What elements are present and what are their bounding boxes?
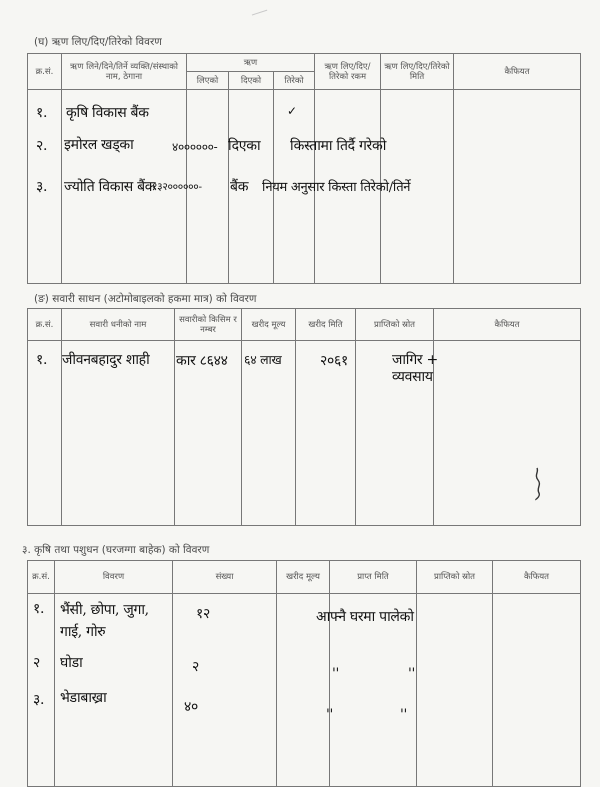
loan-row1-check: ✓ xyxy=(287,104,297,118)
agri-header-details: विवरण xyxy=(55,561,173,594)
vehicle-row1-type: कार ८६४४ xyxy=(176,353,228,369)
agri-row1-sn: १. xyxy=(33,601,45,617)
agri-row3-count: ४० xyxy=(184,699,198,715)
loan-row2-sn: २. xyxy=(36,138,48,154)
loan-header-sn: क्र.सं. xyxy=(28,54,62,90)
agri-row2-sn: २ xyxy=(33,655,40,671)
loan-header-took: लिएको xyxy=(187,72,229,90)
loan-row3-name: ज्योति विकास बैंक xyxy=(64,179,156,195)
vehicle-row1-price: ६४ लाख xyxy=(244,352,282,367)
agri-row1-count: १२ xyxy=(196,606,210,622)
vehicle-row1-date: २०६१ xyxy=(320,353,348,369)
agri-row2-date: '' xyxy=(332,666,340,682)
vehicle-section-title: (ङ) सवारी साधन (अटोमोबाइलको हकमा मात्र) को विवरण xyxy=(34,293,257,305)
loan-row3-amount: नियम अनुसार किस्ता तिरेको/तिर्ने xyxy=(262,180,411,195)
agri-section-title: ३. कृषि तथा पशुधन (घरजग्गा बाहेक) को विवरण xyxy=(22,544,210,556)
agri-header-date: प्राप्त मिति xyxy=(330,561,417,594)
paper-fold-mark xyxy=(252,10,268,19)
agri-row2-count: २ xyxy=(192,659,199,675)
agri-header-count: संख्या xyxy=(173,561,277,594)
loan-row2-took: ४००००००- xyxy=(172,140,218,154)
agri-row3-date: '' xyxy=(326,707,334,723)
agri-row3-details: भेडाबाख्रा xyxy=(60,690,107,706)
loan-row2-gave: दिएका xyxy=(228,138,261,154)
vehicle-row1-sn: १. xyxy=(36,352,48,368)
loan-header-paid: तिरेको xyxy=(274,72,315,90)
loan-header-date: ऋण लिए/दिए/तिरेको मिति xyxy=(381,54,454,90)
vehicle-header-remarks: कैफियत xyxy=(434,309,581,341)
vehicle-header-sn: क्र.सं. xyxy=(28,309,62,341)
agri-header-source: प्राप्तिको स्रोत xyxy=(417,561,493,594)
vehicle-header-type: सवारीको किसिम र नम्बर xyxy=(175,309,242,341)
loan-header-remarks: कैफियत xyxy=(454,54,581,90)
vehicle-table xyxy=(27,308,581,526)
loan-header-person: ऋण लिने/दिने/तिर्ने व्यक्ति/संस्थाको नाम, ठेगाना xyxy=(62,54,187,90)
agri-header-remarks: कैफियत xyxy=(493,561,581,594)
loan-table xyxy=(27,53,581,284)
loan-row3-took: १३२००००००- xyxy=(152,181,202,193)
agri-table xyxy=(27,560,581,787)
vehicle-row1-source: जागिर + व्यवसाय xyxy=(392,352,438,385)
vehicle-header-price: खरीद मूल्य xyxy=(242,309,296,341)
loan-row3-sn: ३. xyxy=(36,179,48,195)
vehicle-header-owner: सवारी धनीको नाम xyxy=(62,309,175,341)
loan-row2-amount: किस्तामा तिर्दै गरेको xyxy=(290,138,387,154)
vehicle-row1-owner: जीवनबहादुर शाही xyxy=(62,352,150,368)
loan-row1-name: कृषि विकास बैंक xyxy=(66,105,149,121)
loan-row3-gave: बैंक xyxy=(230,179,249,195)
agri-row3-source: '' xyxy=(400,707,408,723)
agri-row1-note: आफ्नै घरमा पालेको xyxy=(316,609,414,625)
vehicle-header-date: खरीद मिति xyxy=(296,309,356,341)
loan-header-loan: ऋण xyxy=(187,54,315,72)
loan-row1-sn: १. xyxy=(36,105,48,121)
agri-row2-details: घोडा xyxy=(60,655,83,671)
loan-header-gave: दिएको xyxy=(229,72,274,90)
loan-header-amount: ऋण लिए/दिए/तिरेको रकम xyxy=(315,54,381,90)
loan-row2-name: इमोरल खड्का xyxy=(64,137,134,153)
pen-mark-squiggle xyxy=(530,466,546,502)
agri-row3-sn: ३. xyxy=(33,692,45,708)
agri-header-price: खरीद मूल्य xyxy=(277,561,330,594)
agri-row2-source: '' xyxy=(408,666,416,682)
vehicle-header-source: प्राप्तिको स्रोत xyxy=(356,309,434,341)
loan-section-title: (घ) ऋण लिए/दिए/तिरेको विवरण xyxy=(34,36,162,48)
agri-header-sn: क्र.सं. xyxy=(28,561,55,594)
agri-row1-details: भैंसी, छोपा, जुगा, गाई, गोरु xyxy=(60,602,149,640)
